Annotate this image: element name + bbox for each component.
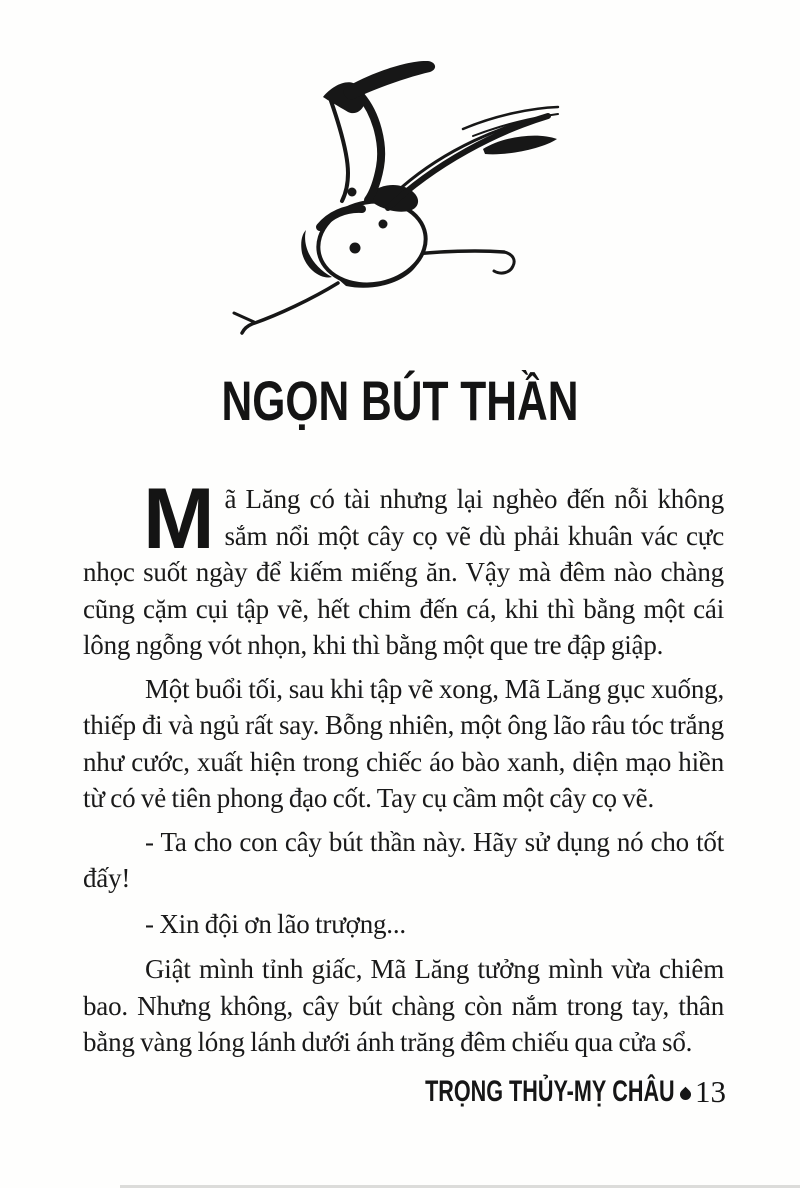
paragraph: Một buổi tối, sau khi tập vẽ xong, Mã Lăng gục xuống, thiếp đi và ngủ rất say. Bỗng nhiên, một ông lão râu tóc trắng như cước, xuất hiện trong chiếc áo bào xanh, diện mạo hiền từ có vẻ tiên phong đạo cốt. Tay cụ cầm một cây cọ vẽ. — [83, 673, 724, 813]
paragraph: - Ta cho con cây bút thần này. Hãy sử dụng nó cho tốt đấy! — [83, 826, 724, 893]
footer — [328, 1074, 726, 1109]
paragraph: - Xin đội ơn lão trượng... — [145, 908, 406, 939]
paragraph-text: ã Lăng có tài nhưng lại nghèo đến nỗi không sắm nổi một cây cọ vẽ dù phải khuân vác cực nhọc suốt ngày để kiếm miếng ăn. Vậy mà đêm nào chàng cũng cặm cụi tập vẽ, hết chim đến cá, khi thì bằng một cái lông ngỗng vót nhọn, khi thì bằng một que tre đập giập. — [83, 484, 724, 660]
paragraph: Giật mình tỉnh giấc, Mã Lăng tưởng mình vừa chiêm bao. Nhưng không, cây bút chàng còn nắm trong tay, thân bằng vàng lóng lánh dưới ánh trăng đêm chiếu qua cửa sổ. — [83, 954, 724, 1057]
drop-cap: M — [143, 471, 215, 567]
droplet-icon — [678, 1087, 694, 1103]
footer-page-number: 13 — [695, 1074, 726, 1109]
paragraph — [83, 471, 724, 664]
bird-ink-illustration — [230, 45, 560, 345]
chapter-title: NGỌN BÚT THẦN — [221, 369, 579, 432]
body-text — [83, 471, 724, 1068]
footer-book-title: TRỌNG THỦY-MỴ CHÂU — [425, 1075, 675, 1108]
